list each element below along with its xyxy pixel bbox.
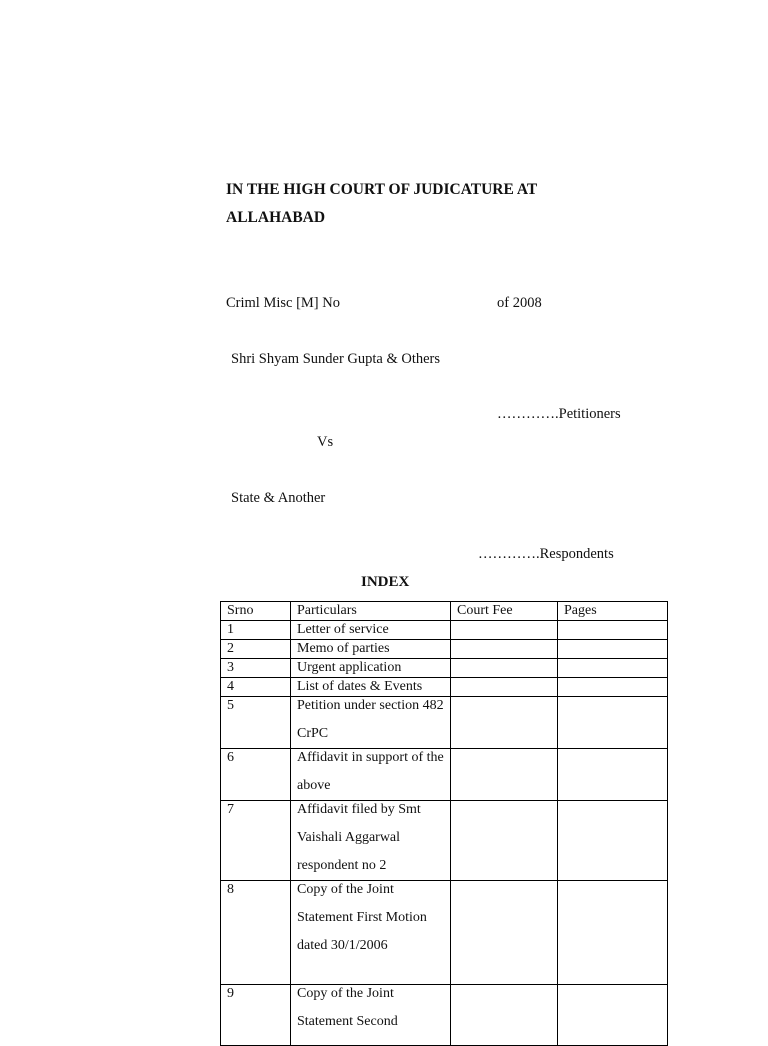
particulars-cell xyxy=(291,697,451,749)
particulars-text: Affidavit in support of the above xyxy=(297,750,444,793)
particulars-text: Copy of the Joint Statement First Motion dated 30/1/2006 xyxy=(297,882,427,953)
court-fee-cell xyxy=(451,640,558,659)
srno-cell: 1 xyxy=(221,621,291,640)
particulars-cell: Letter of service xyxy=(291,621,451,640)
respondent-role: ………….Respondents xyxy=(478,546,614,562)
srno-cell: 2 xyxy=(221,640,291,659)
pages-cell xyxy=(558,621,668,640)
respondent-name: State & Another xyxy=(231,490,326,506)
court-fee-cell xyxy=(451,678,558,697)
pages-cell xyxy=(558,678,668,697)
table-header-row xyxy=(221,602,668,621)
srno-cell: 5 xyxy=(221,697,291,749)
pages-cell xyxy=(558,881,668,985)
table-row xyxy=(221,621,668,640)
particulars-cell: Urgent application xyxy=(291,659,451,678)
table-row xyxy=(221,749,668,801)
header-srno: Srno xyxy=(221,602,291,621)
court-fee-cell xyxy=(451,659,558,678)
case-number-label: Criml Misc [M] No xyxy=(226,295,340,311)
srno-cell: 3 xyxy=(221,659,291,678)
court-fee-cell xyxy=(451,801,558,881)
table-row xyxy=(221,659,668,678)
srno-cell: 8 xyxy=(221,881,291,985)
versus-label: Vs xyxy=(317,434,334,450)
petitioner-name: Shri Shyam Sunder Gupta & Others xyxy=(231,351,441,367)
pages-cell xyxy=(558,697,668,749)
court-fee-cell xyxy=(451,985,558,1046)
court-fee-cell xyxy=(451,697,558,749)
header-pages: Pages xyxy=(558,602,668,621)
pages-cell xyxy=(558,801,668,881)
particulars-text: Petition under section 482 CrPC xyxy=(297,698,444,741)
pages-cell xyxy=(558,640,668,659)
particulars-cell xyxy=(291,749,451,801)
table-row xyxy=(221,985,668,1046)
court-fee-cell xyxy=(451,749,558,801)
table-row xyxy=(221,881,668,985)
srno-cell: 6 xyxy=(221,749,291,801)
court-title-line2: ALLAHABAD xyxy=(226,209,326,226)
header-particulars: Particulars xyxy=(291,602,451,621)
court-fee-cell xyxy=(451,621,558,640)
particulars-text: Copy of the Joint Statement Second xyxy=(297,986,398,1029)
court-fee-cell xyxy=(451,881,558,985)
pages-cell xyxy=(558,659,668,678)
header-court-fee: Court Fee xyxy=(451,602,558,621)
case-year-label: of 2008 xyxy=(497,295,542,311)
particulars-cell xyxy=(291,985,451,1046)
particulars-cell: List of dates & Events xyxy=(291,678,451,697)
court-title-line1: IN THE HIGH COURT OF JUDICATURE AT xyxy=(226,181,538,198)
pages-cell xyxy=(558,985,668,1046)
srno-cell: 9 xyxy=(221,985,291,1046)
petitioner-role: ………….Petitioners xyxy=(497,406,621,422)
index-title: INDEX xyxy=(361,574,410,590)
index-table xyxy=(220,601,668,1046)
table-row xyxy=(221,697,668,749)
particulars-cell xyxy=(291,881,451,985)
srno-cell: 4 xyxy=(221,678,291,697)
particulars-cell: Memo of parties xyxy=(291,640,451,659)
srno-cell: 7 xyxy=(221,801,291,881)
table-row xyxy=(221,801,668,881)
pages-cell xyxy=(558,749,668,801)
particulars-cell xyxy=(291,801,451,881)
particulars-text: Affidavit filed by Smt Vaishali Aggarwal respondent no 2 xyxy=(297,802,421,873)
table-row xyxy=(221,640,668,659)
